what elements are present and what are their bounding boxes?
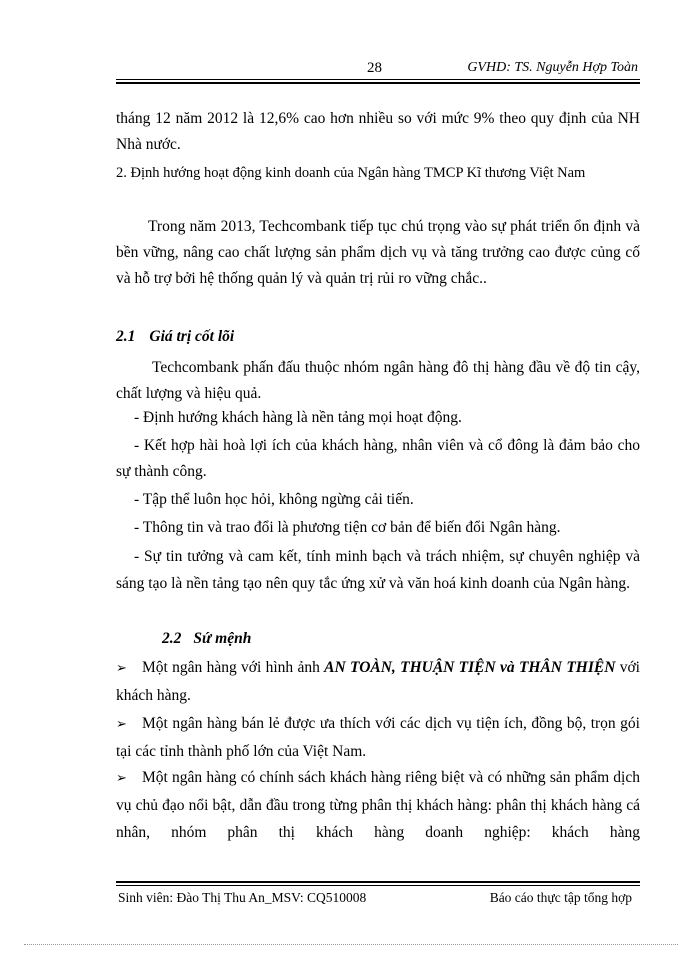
section-number: 2.2	[162, 630, 182, 647]
paragraph-capital-ratio: tháng 12 năm 2012 là 12,6% cao hơn nhiều so với mức 9% theo quy định của NH Nhà nước.	[116, 110, 640, 153]
footer-rule-thick	[116, 881, 640, 883]
mission-emphasis: AN TOÀN, THUẬN TIỆN và THÂN THIỆN	[324, 659, 616, 676]
section-heading-2: 2. Định hướng hoạt động kinh doanh của Ngân hàng TMCP Kĩ thương Việt Nam	[116, 165, 586, 181]
header-rule-thick	[116, 82, 640, 84]
section-number: 2.1	[116, 328, 136, 345]
section-title: Giá trị cốt lõi	[149, 328, 235, 345]
section-title: Sứ mệnh	[193, 630, 252, 647]
section-heading-2-1	[116, 324, 640, 350]
paragraph-core-values-intro: Techcombank phấn đấu thuộc nhóm ngân hàng đô thị hàng đầu về độ tin cậy, chất lượng và hiệu quả.	[116, 359, 640, 402]
list-item: - Thông tin và trao đổi là phương tiện cơ bản để biến đổi Ngân hàng.	[134, 519, 561, 536]
arrow-bullet-icon: ➢	[116, 771, 127, 786]
supervisor-label: GVHD: TS. Nguyễn Hợp Toàn	[467, 60, 638, 75]
mission-item: ➢ Một ngân hàng với hình ảnh AN TOÀN, THUẬN TIỆN và THÂN THIỆN với khách hàng.	[116, 654, 640, 709]
list-item: - Định hướng khách hàng là nền tảng mọi hoạt động.	[134, 409, 462, 426]
list-item: - Sự tin tưởng và cam kết, tính minh bạch và trách nhiệm, sự chuyên nghiệp và sáng tạo là nền tảng tạo nên quy tắc ứng xử và văn hoá kinh doanh của Ngân hàng.	[116, 548, 640, 592]
page-break-divider	[24, 944, 678, 945]
student-info: Sinh viên: Đào Thị Thu An_MSV: CQ510008	[118, 890, 367, 905]
mission-item: ➢ Một ngân hàng bán lẻ được ưa thích với các dịch vụ tiện ích, đồng bộ, trọn gói tại các tỉnh thành phố lớn của Việt Nam.	[116, 710, 640, 765]
footer-rule	[116, 885, 640, 886]
paragraph-2013-strategy: Trong năm 2013, Techcombank tiếp tục chú trọng vào sự phát triển ổn định và bền vững, nâng cao chất lượng sản phẩm dịch vụ và tăng trưởng cao được củng cố và hỗ trợ bởi hệ thống quản lý và quản trị rủi ro vững chắc..	[116, 218, 640, 287]
page-number: 28	[367, 60, 382, 76]
list-item: - Tập thể luôn học hỏi, không ngừng cải tiến.	[134, 491, 414, 508]
header-rule	[116, 79, 640, 80]
arrow-bullet-icon: ➢	[116, 717, 127, 732]
arrow-bullet-icon: ➢	[116, 661, 127, 676]
section-heading-2-2	[162, 626, 640, 652]
report-title: Báo cáo thực tập tổng hợp	[489, 890, 632, 905]
list-item: - Kết hợp hài hoà lợi ích của khách hàng, nhân viên và cổ đông là đảm bảo cho sự thành công.	[116, 437, 640, 480]
mission-item: ➢ Một ngân hàng có chính sách khách hàng riêng biệt và có những sản phẩm dịch vụ chủ đạo nổi bật, dẫn đầu trong từng phân thị khách hàng: phân thị khách hàng cá nhân, nhóm phân thị khách hàng doanh nghiệp: khách hàng	[116, 764, 640, 846]
